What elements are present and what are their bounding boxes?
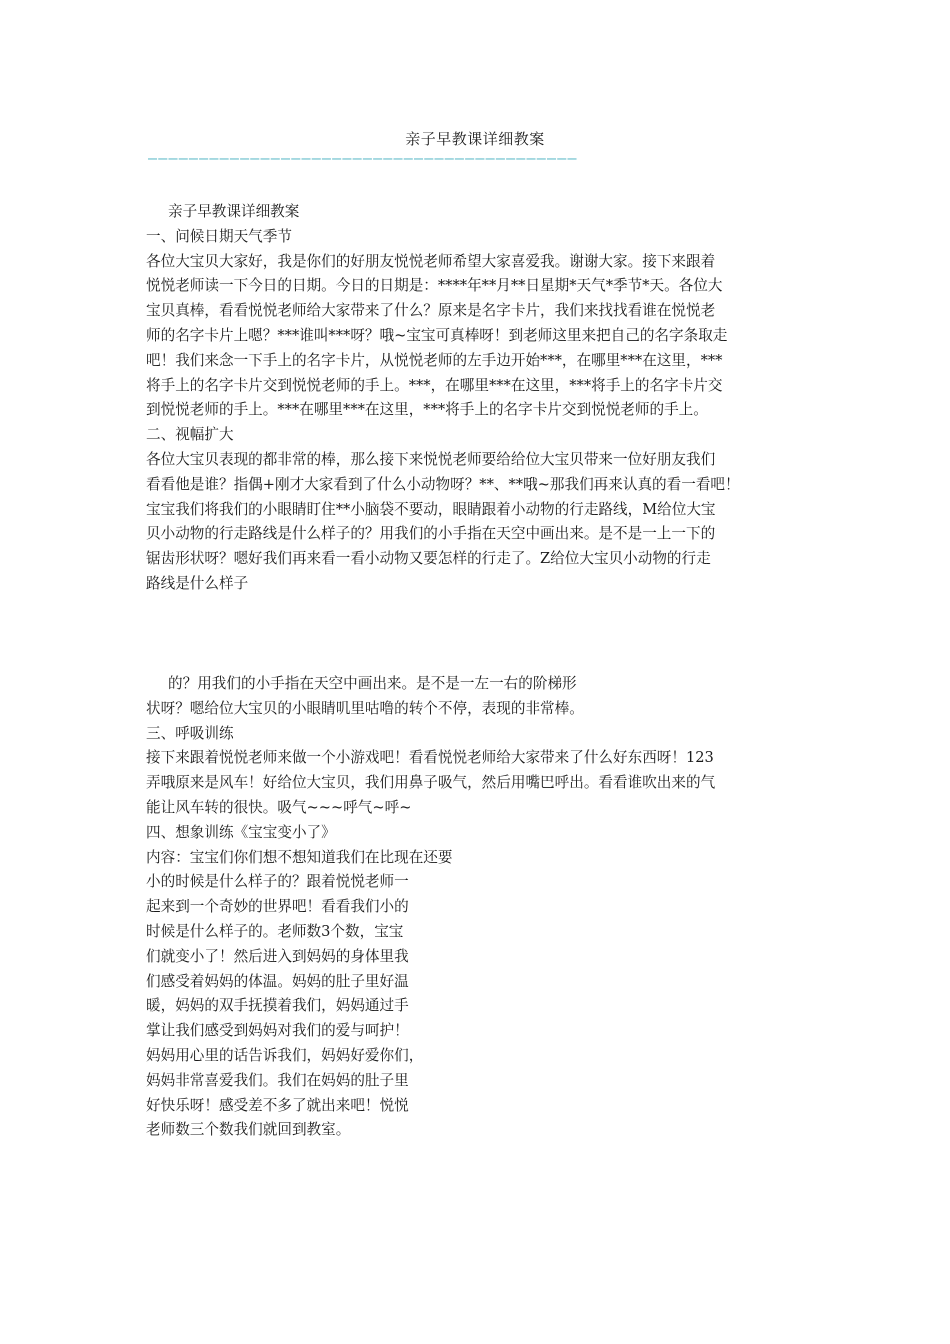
body-line: 起来到一个奇妙的世界吧！看看我们小的 (146, 898, 409, 916)
body-line: 老师数三个数我们就回到教室。 (146, 1121, 351, 1139)
body-line: 状呀？嗯给位大宝贝的小眼睛叽里咕噜的转个不停，表现的非常棒。 (146, 699, 584, 717)
body-line: 亲子早教课详细教案 (168, 203, 300, 220)
body-line: 师的名字卡片上嗯？***谁叫***呀？哦~宝宝可真棒呀！到老师这里来把自己的名字条取走 (146, 326, 728, 344)
body-line: 好快乐呀！感受差不多了就出来吧！悦悦 (146, 1096, 409, 1114)
body-line: 宝贝真棒，看看悦悦老师给大家带来了什么？原来是名字卡片，我们来找找看谁在悦悦老 (146, 302, 716, 320)
body-line: 小的时候是什么样子的？跟着悦悦老师一 (146, 873, 409, 891)
body-line: 吧！我们来念一下手上的名字卡片，从悦悦老师的左手边开始***，在哪里***在这里，*** (146, 351, 723, 369)
body-line: 宝宝我们将我们的小眼睛盯住**小脑袋不要动，眼睛跟着小动物的行走路线，M给位大宝 (146, 500, 716, 518)
section-heading-greeting: 一、问候日期天气季节 (146, 227, 292, 245)
body-line: 能让风车转的很快。吸气~~~呼气~呼~ (146, 798, 412, 816)
body-line: 将手上的名字卡片交到悦悦老师的手上。***，在哪里***在这里，***将手上的名字卡片交 (146, 376, 723, 394)
body-line: 路线是什么样子 (146, 574, 249, 592)
section-heading-imagination: 四、想象训练《宝宝变小了》 (146, 823, 336, 841)
section-heading-breathing: 三、呼吸训练 (146, 724, 234, 742)
body-block-second (146, 672, 811, 1143)
body-line: 弄哦原来是风车！好给位大宝贝，我们用鼻子吸气，然后用嘴巴呼出。看看谁吹出来的气 (146, 774, 716, 792)
body-line: 妈妈非常喜爱我们。我们在妈妈的肚子里 (146, 1071, 409, 1089)
section-heading-visual: 二、视幅扩大 (146, 426, 234, 444)
body-line: 内容：宝宝们你们想不想知道我们在比现在还要 (146, 848, 453, 866)
body-line: 锯齿形状呀？嗯好我们再来看一看小动物又要怎样的行走了。Z给位大宝贝小动物的行走 (146, 550, 711, 568)
body-line: 贝小动物的行走路线是什么样子的？用我们的小手指在天空中画出来。是不是一上一下的 (146, 525, 716, 543)
body-line: 们感受着妈妈的体温。妈妈的肚子里好温 (146, 972, 409, 990)
body-line: 悦悦老师读一下今日的日期。今日的日期是：****年**月**日星期*天气*季节*天。各位大 (146, 277, 723, 295)
body-line: 接下来跟着悦悦老师来做一个小游戏吧！看看悦悦老师给大家带来了什么好东西呀！123 (146, 749, 714, 767)
body-line: 的？用我们的小手指在天空中画出来。是不是一左一右的阶梯形 (168, 675, 577, 692)
body-line: 们就变小了！然后进入到妈妈的身体里我 (146, 947, 409, 965)
body-block-first (146, 200, 811, 597)
body-line: 到悦悦老师的手上。***在哪里***在这里，***将手上的名字卡片交到悦悦老师的手上。 (146, 401, 708, 419)
body-line: 暖，妈妈的双手抚摸着我们，妈妈通过手 (146, 997, 409, 1015)
document-title: 亲子早教课详细教案 (405, 130, 545, 148)
body-line: 掌让我们感受到妈妈对我们的爱与呵护！ (146, 1022, 409, 1040)
body-line: 看看他是谁？指偶+刚才大家看到了什么小动物呀？**、**哦~那我们再来认真的看一看吧！ (146, 475, 740, 493)
body-line: 各位大宝贝大家好，我是你们的好朋友悦悦老师希望大家喜爱我。谢谢大家。接下来跟着 (146, 252, 716, 270)
title-divider: —————————————————————————————————————————— (148, 150, 578, 166)
body-line: 时候是什么样子的。老师数3个数，宝宝 (146, 922, 404, 940)
body-line: 各位大宝贝表现的都非常的棒，那么接下来悦悦老师要给给位大宝贝带来一位好朋友我们 (146, 450, 716, 468)
body-line: 妈妈用心里的话告诉我们，妈妈好爱你们， (146, 1046, 424, 1064)
